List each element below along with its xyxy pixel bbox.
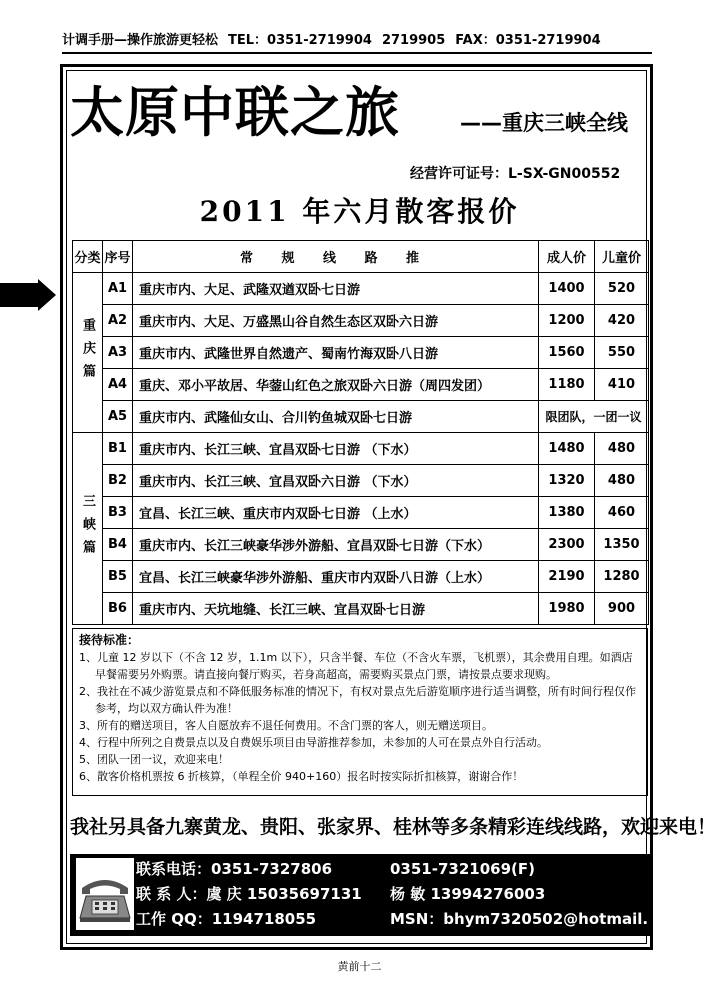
header-code: 序号 xyxy=(103,241,133,273)
table-row xyxy=(73,273,649,305)
row-route: 重庆市内、长江三峡豪华涉外游船、宜昌双卧七日游（下水） xyxy=(133,529,539,561)
contact-phone-fax: 0351-7321069(F) xyxy=(390,860,535,878)
row-code: A1 xyxy=(103,273,133,305)
note-item: 4、行程中所列之自费景点以及自费娱乐项目由导游推荐参加，未参加的人可在景点外自行活动。 xyxy=(79,736,548,749)
row-code: B1 xyxy=(103,433,133,465)
table-row xyxy=(73,593,649,625)
row-adult-price: 1400 xyxy=(539,273,595,305)
row-adult-price: 2190 xyxy=(539,561,595,593)
header-adult: 成人价 xyxy=(539,241,595,273)
row-adult-price: 1980 xyxy=(539,593,595,625)
row-adult-price: 1200 xyxy=(539,305,595,337)
row-code: A4 xyxy=(103,369,133,401)
row-route: 重庆市内、武隆仙女山、合川钓鱼城双卧七日游 xyxy=(133,401,539,433)
row-adult-price: 1180 xyxy=(539,369,595,401)
promo-banner: 我社另具备九寨黄龙、贵阳、张家界、桂林等多条精彩连线线路，欢迎来电！ xyxy=(70,816,717,838)
note-item: 3、所有的赠送项目，客人自愿放弃不退任何费用。不含门票的客人，则无赠送项目。 xyxy=(79,719,493,732)
header-child: 儿童价 xyxy=(595,241,649,273)
contact-phone xyxy=(136,857,332,881)
table-row xyxy=(73,497,649,529)
contact-qq: 工作 QQ：1194718055 xyxy=(136,910,317,928)
table-row xyxy=(73,305,649,337)
page-title: 2011 年六月散客报价 xyxy=(199,195,520,228)
arrow-marker-icon xyxy=(38,279,56,311)
row-adult-price: 1560 xyxy=(539,337,595,369)
row-child-price: 460 xyxy=(595,497,649,529)
brand-route: ——重庆三峡全线 xyxy=(460,111,628,135)
table-row xyxy=(73,401,649,433)
row-code: A2 xyxy=(103,305,133,337)
header-fax: FAX：0351-2719904 xyxy=(455,33,601,48)
row-child-price: 410 xyxy=(595,369,649,401)
header-route: 常 规 线 路 推 xyxy=(133,241,539,273)
telephone-icon xyxy=(76,858,134,930)
row-route: 宜昌、长江三峡、重庆市内双卧七日游 （上水） xyxy=(133,497,539,529)
contact-phone-main: 联系电话：0351-7327806 xyxy=(136,860,333,878)
row-route: 宜昌、长江三峡豪华涉外游船、重庆市内双卧八日游（上水） xyxy=(133,561,539,593)
row-adult-price: 1480 xyxy=(539,433,595,465)
row-route: 重庆市内、大足、万盛黑山谷自然生态区双卧六日游 xyxy=(133,305,539,337)
contact-msn: MSN：bhym7320502@hotmail. xyxy=(390,910,649,928)
brand-name: 太原中联之旅 xyxy=(70,81,400,144)
row-code: B5 xyxy=(103,561,133,593)
note-item: 2、我社在不减少游览景点和不降低服务标准的情况下，有权对景点先后游览顺序进行适当调整，所有时间行程仅作参考，均以双方确认件为准！ xyxy=(79,685,636,715)
contact-person-2: 杨 敏 13994276003 xyxy=(390,885,546,903)
row-code: B6 xyxy=(103,593,133,625)
page-footer: 黄前十二 xyxy=(337,960,382,973)
notes-title: 接待标准： xyxy=(79,633,140,647)
row-route: 重庆市内、大足、武隆双遒双卧七日游 xyxy=(133,273,539,305)
row-child-price: 480 xyxy=(595,433,649,465)
row-code: A3 xyxy=(103,337,133,369)
row-route: 重庆市内、武隆世界自然遗产、蜀南竹海双卧八日游 xyxy=(133,337,539,369)
contact-person: 联 系 人：虞 庆 15035697131 xyxy=(136,885,362,903)
table-row xyxy=(73,529,649,561)
note-item: 5、团队一团一议，欢迎来电！ xyxy=(79,753,229,766)
row-child-price: 420 xyxy=(595,305,649,337)
row-route: 重庆、邓小平故居、华蓥山红色之旅双卧六日游（周四发团） xyxy=(133,369,539,401)
price-table xyxy=(72,240,649,625)
row-child-price: 480 xyxy=(595,465,649,497)
row-child-price: 1280 xyxy=(595,561,649,593)
row-child-price: 520 xyxy=(595,273,649,305)
row-adult-price: 1380 xyxy=(539,497,595,529)
top-header-line xyxy=(62,30,652,54)
contact-box xyxy=(70,854,650,936)
reception-notes xyxy=(72,628,648,796)
note-item: 1、儿童 12 岁以下（不含 12 岁，1.1m 以下），只含半餐、车位（不含火车票，飞机票），其余费用自理。如酒店早餐需要另外购票。请直接向餐厅购买，若身高超高，需要购买景点门票，请按景点要求现购。 xyxy=(79,651,633,681)
row-adult-price: 2300 xyxy=(539,529,595,561)
row-price-note: 限团队，一团一议 xyxy=(539,401,649,433)
row-code: A5 xyxy=(103,401,133,433)
table-header-row xyxy=(73,241,649,273)
table-row xyxy=(73,561,649,593)
group-name-sanxia: 三峡篇 xyxy=(73,433,103,625)
row-child-price: 1350 xyxy=(595,529,649,561)
row-child-price: 900 xyxy=(595,593,649,625)
row-route: 重庆市内、长江三峡、宜昌双卧七日游 （下水） xyxy=(133,433,539,465)
row-route: 重庆市内、天坑地缝、长江三峡、宜昌双卧七日游 xyxy=(133,593,539,625)
row-child-price: 550 xyxy=(595,337,649,369)
header-tel2: 2719905 xyxy=(381,33,446,48)
telephone-drawing xyxy=(76,858,134,930)
arrow-marker-body xyxy=(0,283,38,307)
row-adult-price: 1320 xyxy=(539,465,595,497)
header-slogan: 计调手册—操作旅游更轻松 xyxy=(62,33,219,48)
table-row xyxy=(73,465,649,497)
license-number: 经营许可证号：L-SX-GN00552 xyxy=(410,166,621,182)
row-code: B4 xyxy=(103,529,133,561)
group-name-chongqing: 重庆篇 xyxy=(73,273,103,433)
row-code: B2 xyxy=(103,465,133,497)
row-route: 重庆市内、长江三峡、宜昌双卧六日游 （下水） xyxy=(133,465,539,497)
header-tel: TEL：0351-2719904 xyxy=(228,33,372,48)
table-row xyxy=(73,337,649,369)
row-code: B3 xyxy=(103,497,133,529)
table-row xyxy=(73,433,649,465)
note-item: 6、散客价格机票按 6 折核算，（单程全价 940+160）报名时按实际折扣核算，谢谢合作！ xyxy=(79,770,524,783)
table-row xyxy=(73,369,649,401)
header-category: 分类 xyxy=(73,241,103,273)
